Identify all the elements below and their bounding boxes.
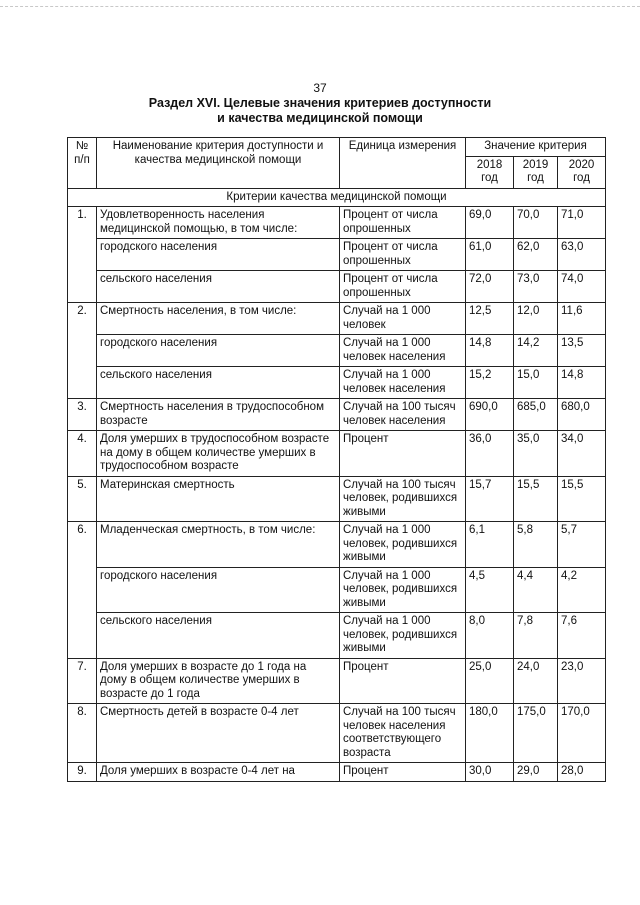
header-value: Значение критерия — [466, 138, 606, 157]
value-2020: 14,8 — [558, 367, 606, 399]
value-2020: 74,0 — [558, 271, 606, 303]
value-2019: 7,8 — [514, 613, 558, 659]
criterion-name: Доля умерших в возрасте до 1 года на дому в общем количестве умерших в возрасте до 1 года — [97, 658, 340, 704]
value-2020: 34,0 — [558, 431, 606, 477]
unit-of-measure: Случай на 100 тысяч человек, родившихся живыми — [340, 476, 466, 522]
value-2018: 15,2 — [466, 367, 514, 399]
table-row — [68, 335, 606, 367]
value-2020: 5,7 — [558, 522, 606, 568]
criterion-name: Материнская смертность — [97, 476, 340, 522]
scan-edge — [0, 6, 640, 8]
value-2019: 70,0 — [514, 207, 558, 239]
row-number — [68, 367, 97, 399]
table-row — [68, 399, 606, 431]
row-number: 7. — [68, 658, 97, 704]
value-2019: 73,0 — [514, 271, 558, 303]
value-2019: 62,0 — [514, 239, 558, 271]
row-number — [68, 335, 97, 367]
value-2019: 12,0 — [514, 303, 558, 335]
value-2019: 24,0 — [514, 658, 558, 704]
unit-of-measure: Случай на 1 000 человек населения — [340, 367, 466, 399]
criterion-name: Доля умерших в возрасте 0-4 лет на — [97, 763, 340, 782]
table-row — [68, 476, 606, 522]
table-row — [68, 271, 606, 303]
value-2020: 28,0 — [558, 763, 606, 782]
header-num: № п/п — [68, 138, 97, 189]
unit-of-measure: Случай на 1 000 человек населения — [340, 335, 466, 367]
value-2019: 35,0 — [514, 431, 558, 477]
unit-of-measure: Процент — [340, 431, 466, 477]
value-2018: 15,7 — [466, 476, 514, 522]
unit-of-measure: Случай на 1 000 человек, родившихся живыми — [340, 567, 466, 613]
row-number: 8. — [68, 704, 97, 763]
row-number: 5. — [68, 476, 97, 522]
table-row — [68, 613, 606, 659]
value-2018: 14,8 — [466, 335, 514, 367]
value-2019: 5,8 — [514, 522, 558, 568]
criterion-name: сельского населения — [97, 367, 340, 399]
unit-of-measure: Случай на 1 000 человек — [340, 303, 466, 335]
unit-of-measure: Процент от числа опрошенных — [340, 207, 466, 239]
row-number — [68, 271, 97, 303]
table-row — [68, 763, 606, 782]
value-2018: 61,0 — [466, 239, 514, 271]
page-number: 37 — [313, 81, 327, 95]
value-2020: 63,0 — [558, 239, 606, 271]
value-2019: 685,0 — [514, 399, 558, 431]
row-number: 3. — [68, 399, 97, 431]
row-number — [68, 567, 97, 613]
value-2020: 7,6 — [558, 613, 606, 659]
unit-of-measure: Процент от числа опрошенных — [340, 239, 466, 271]
value-2020: 11,6 — [558, 303, 606, 335]
value-2020: 4,2 — [558, 567, 606, 613]
value-2019: 29,0 — [514, 763, 558, 782]
header-unit: Единица измерения — [340, 138, 466, 189]
value-2018: 690,0 — [466, 399, 514, 431]
value-2018: 6,1 — [466, 522, 514, 568]
unit-of-measure: Случай на 1 000 человек, родившихся живыми — [340, 613, 466, 659]
table-row — [68, 431, 606, 477]
value-2018: 12,5 — [466, 303, 514, 335]
row-number — [68, 613, 97, 659]
section-heading — [0, 96, 640, 126]
value-2020: 23,0 — [558, 658, 606, 704]
value-2019: 14,2 — [514, 335, 558, 367]
table-row — [68, 367, 606, 399]
value-2020: 170,0 — [558, 704, 606, 763]
unit-of-measure: Процент — [340, 763, 466, 782]
criterion-name: Смертность населения в трудоспособном возрасте — [97, 399, 340, 431]
row-number: 6. — [68, 522, 97, 568]
heading-line-1: Раздел XVI. Целевые значения критериев доступности — [148, 96, 492, 110]
criterion-name: городского населения — [97, 567, 340, 613]
value-2018: 25,0 — [466, 658, 514, 704]
row-number: 2. — [68, 303, 97, 335]
criteria-table — [67, 137, 606, 782]
table-row — [68, 522, 606, 568]
table-row — [68, 658, 606, 704]
header-year-2019: 2019 год — [514, 156, 558, 188]
unit-of-measure: Случай на 100 тысяч человек населения соответствующего возраста — [340, 704, 466, 763]
value-2019: 175,0 — [514, 704, 558, 763]
value-2020: 71,0 — [558, 207, 606, 239]
table-row — [68, 207, 606, 239]
row-number — [68, 239, 97, 271]
value-2020: 13,5 — [558, 335, 606, 367]
value-2018: 180,0 — [466, 704, 514, 763]
value-2019: 4,4 — [514, 567, 558, 613]
value-2018: 36,0 — [466, 431, 514, 477]
table-row — [68, 567, 606, 613]
criterion-name: сельского населения — [97, 271, 340, 303]
criterion-name: Смертность детей в возрасте 0-4 лет — [97, 704, 340, 763]
criterion-name: Удовлетворенность населения медицинской помощью, в том числе: — [97, 207, 340, 239]
unit-of-measure: Случай на 100 тысяч человек населения — [340, 399, 466, 431]
value-2018: 30,0 — [466, 763, 514, 782]
value-2019: 15,5 — [514, 476, 558, 522]
criterion-name: городского населения — [97, 335, 340, 367]
criterion-name: Доля умерших в трудоспособном возрасте на дому в общем количестве умерших в трудоспособном возрасте — [97, 431, 340, 477]
row-number: 1. — [68, 207, 97, 239]
value-2020: 15,5 — [558, 476, 606, 522]
row-number: 9. — [68, 763, 97, 782]
section-row — [68, 188, 606, 207]
unit-of-measure: Процент — [340, 658, 466, 704]
unit-of-measure: Случай на 1 000 человек, родившихся живыми — [340, 522, 466, 568]
criterion-name: сельского населения — [97, 613, 340, 659]
value-2018: 8,0 — [466, 613, 514, 659]
value-2018: 69,0 — [466, 207, 514, 239]
criterion-name: городского населения — [97, 239, 340, 271]
value-2020: 680,0 — [558, 399, 606, 431]
header-name: Наименование критерия доступности и качества медицинской помощи — [97, 138, 340, 189]
section-title: Критерии качества медицинской помощи — [68, 188, 606, 207]
header-year-2018: 2018 год — [466, 156, 514, 188]
criterion-name: Младенческая смертность, в том числе: — [97, 522, 340, 568]
row-number: 4. — [68, 431, 97, 477]
header-row — [68, 138, 606, 157]
table-row — [68, 239, 606, 271]
value-2018: 4,5 — [466, 567, 514, 613]
table-row — [68, 303, 606, 335]
value-2019: 15,0 — [514, 367, 558, 399]
unit-of-measure: Процент от числа опрошенных — [340, 271, 466, 303]
heading-line-2: и качества медицинской помощи — [217, 111, 423, 125]
value-2018: 72,0 — [466, 271, 514, 303]
table-row — [68, 704, 606, 763]
header-year-2020: 2020 год — [558, 156, 606, 188]
criterion-name: Смертность населения, в том числе: — [97, 303, 340, 335]
